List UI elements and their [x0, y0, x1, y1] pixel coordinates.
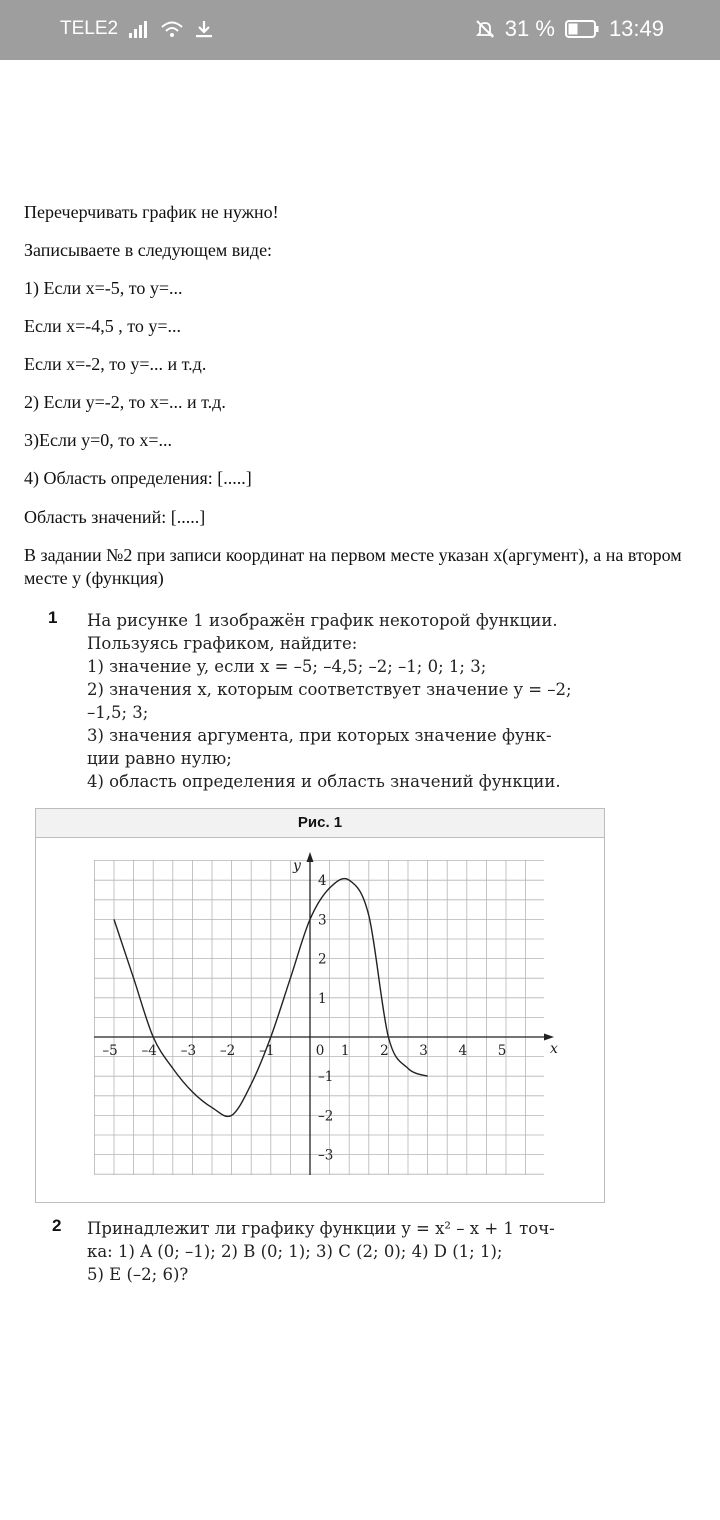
battery-percent: 31 %: [504, 16, 555, 41]
task-line: [87, 1263, 603, 1286]
carrier-name: TELE2: [60, 18, 119, 39]
figure-caption: Рис. 1: [36, 809, 604, 838]
x-tick-label: 1: [340, 1043, 350, 1059]
x-tick-label: –3: [180, 1043, 197, 1059]
task2-text: [87, 1217, 603, 1286]
task-line-text: –1,5; 3;: [87, 703, 149, 722]
y-tick-label: 4: [318, 873, 327, 890]
task-number: 1: [48, 608, 58, 627]
status-right: [475, 16, 664, 42]
task-line-text: Принадлежит ли графику функции y = x² – x + 1 точ-: [87, 1219, 555, 1238]
x-tick-label: 3: [419, 1043, 428, 1059]
message-line: Если х=-2, то у=... и т.д.: [24, 354, 207, 374]
x-tick-label: –1: [259, 1043, 275, 1059]
task-line-text: 1) значение y, если x = –5; –4,5; –2; –1; 0; 1; 3;: [87, 657, 487, 676]
task-line-text: 4) область определения и область значений функции.: [87, 772, 561, 791]
task-line: [87, 632, 603, 655]
y-axis-label: y: [293, 858, 301, 874]
task-line-text: Пользуясь графиком, найдите:: [87, 634, 358, 653]
message-line: Записываете в следующем виде:: [24, 240, 273, 260]
task-line: [87, 724, 603, 747]
x-tick-label: 0: [315, 1043, 325, 1059]
wifi-icon: [160, 20, 184, 38]
task-line-text: 3) значения аргумента, при которых значение функ-: [87, 726, 552, 745]
y-tick-label: –3: [318, 1147, 334, 1164]
mute-icon: [475, 19, 495, 39]
task-line: [87, 655, 603, 678]
y-tick-label: 1: [318, 990, 327, 1007]
signal-icon: [128, 20, 150, 38]
figure-panel: [35, 808, 605, 1203]
task-line-text: На рисунке 1 изображён график некоторой функции.: [87, 611, 558, 630]
chart-grid: [94, 860, 544, 1175]
message-line: 3)Если у=0, то х=...: [24, 430, 173, 450]
x-tick-label: –5: [102, 1043, 118, 1059]
task-line: [87, 747, 603, 770]
status-left: [60, 18, 214, 40]
x-axis-label: x: [550, 1041, 558, 1057]
task-number: 2: [52, 1216, 62, 1235]
message-line: 2) Если у=-2, то х=... и т.д.: [24, 392, 226, 412]
download-icon: [194, 19, 214, 39]
status-bar: [0, 0, 720, 60]
message-paragraph: В задании №2 при записи координат на первом месте указан х(аргумент), а на втором месте у (функция): [24, 545, 682, 588]
task-line: [87, 770, 603, 793]
clock-time: 13:49: [608, 16, 664, 41]
function-graph: [36, 838, 604, 1202]
task-line: [87, 701, 603, 724]
x-tick-label: 5: [497, 1043, 507, 1059]
battery-icon: [565, 20, 599, 38]
task-line-text: ции равно нулю;: [87, 749, 232, 768]
message-line: Перечерчивать график не нужно!: [24, 202, 279, 222]
x-tick-label: –2: [219, 1043, 236, 1059]
y-tick-label: 3: [318, 912, 327, 929]
chart-axes: [94, 852, 558, 1175]
task-line-text: ка: 1) A (0; –1); 2) B (0; 1); 3) C (2; 0); 4) D (1; 1);: [87, 1242, 503, 1261]
message-line: Если х=-4,5 , то у=...: [24, 316, 182, 336]
task-line: [87, 1217, 603, 1240]
x-axis-arrow: [544, 1034, 554, 1041]
x-tick-label: –4: [141, 1043, 157, 1059]
chart-ticks: [102, 873, 506, 1163]
task1-text: [87, 609, 603, 793]
y-axis-arrow: [307, 852, 314, 862]
x-tick-label: 4: [458, 1043, 468, 1059]
task-line-text: 2) значения x, которым соответствует значение y = –2;: [87, 680, 572, 699]
task-line: [87, 1240, 603, 1263]
task-line-text: 5) E (–2; 6)?: [87, 1265, 189, 1284]
y-tick-label: 2: [318, 951, 327, 968]
message-line: 4) Область определения: [.....]: [24, 468, 252, 488]
message-line: Область значений: [.....]: [24, 507, 206, 527]
task-line: [87, 609, 603, 632]
message-line: 1) Если х=-5, то у=...: [24, 278, 183, 298]
y-tick-label: –2: [318, 1108, 334, 1125]
task-line: [87, 678, 603, 701]
x-tick-label: 2: [380, 1043, 389, 1059]
y-tick-label: –1: [318, 1069, 334, 1086]
